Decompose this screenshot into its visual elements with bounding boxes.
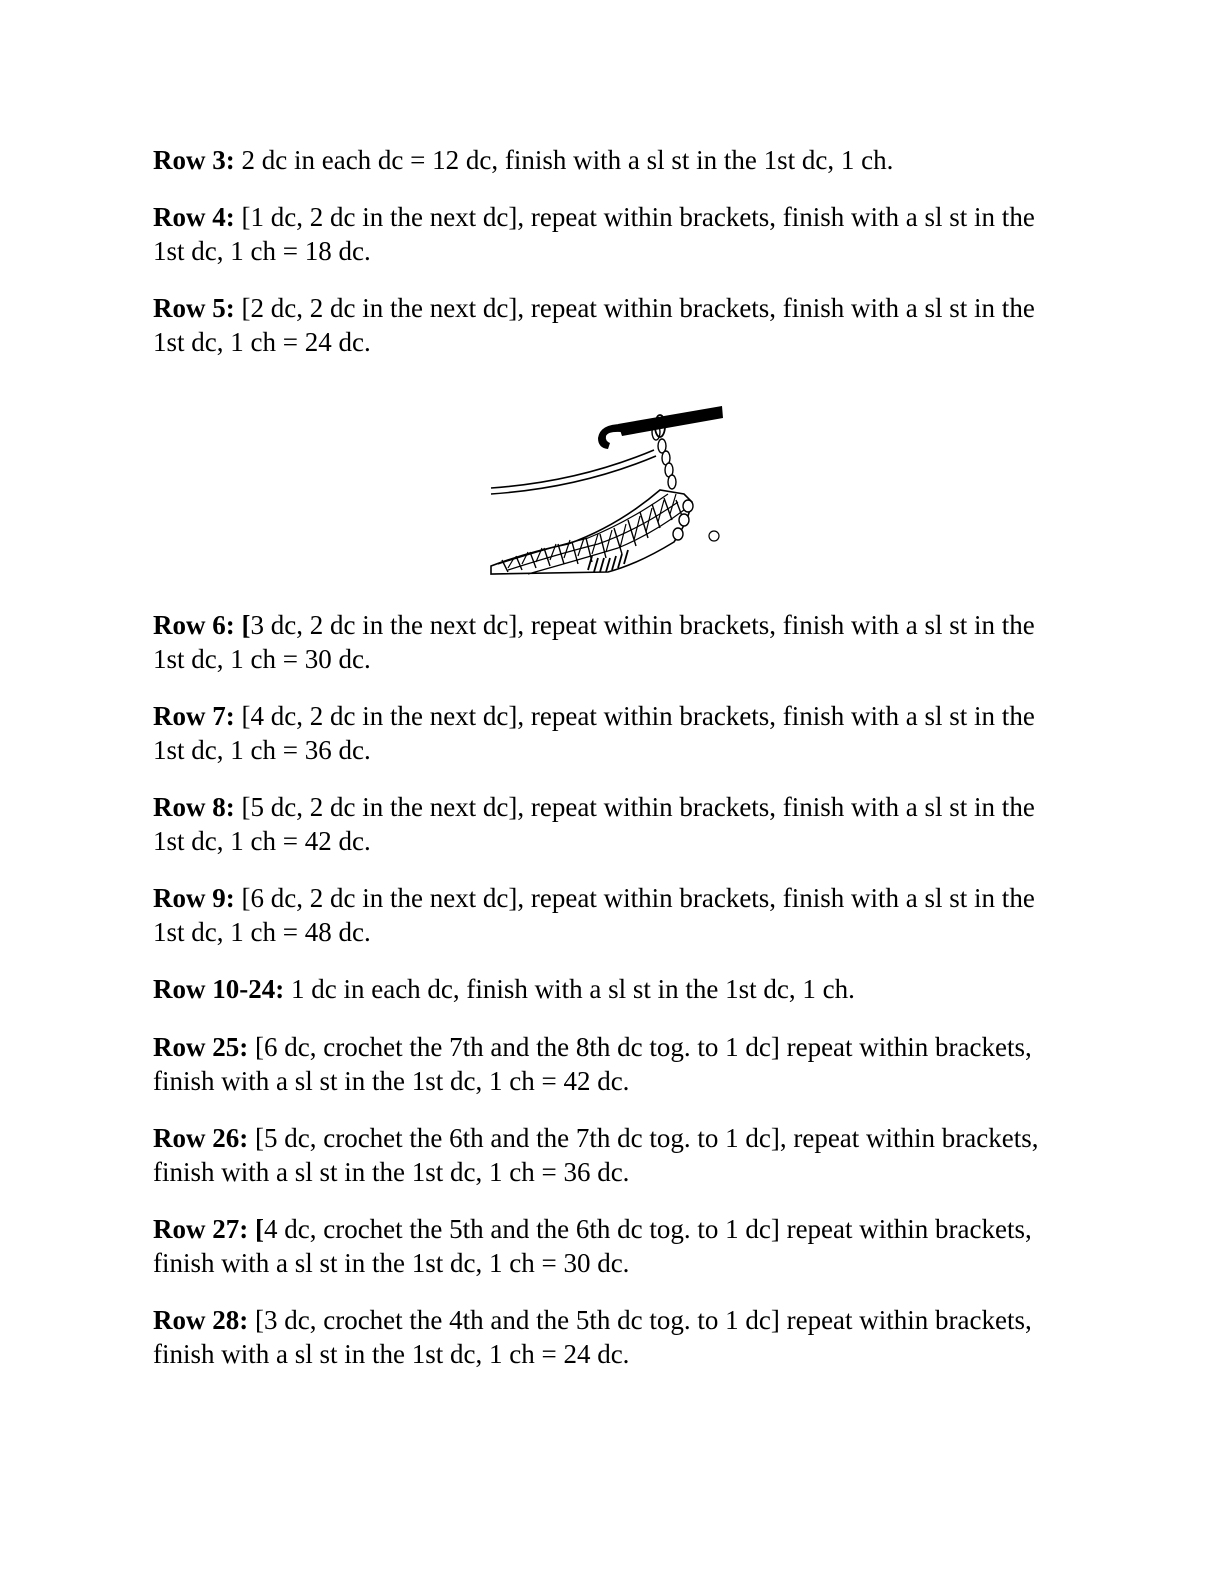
row-4-instruction [153, 200, 1073, 268]
crochet-hook-stitches-icon [488, 402, 728, 580]
row-label: Row 5: [153, 293, 235, 323]
row-7-instruction [153, 699, 1073, 767]
row-25-instruction [153, 1030, 1073, 1098]
row-text: 4 dc, crochet the 5th and the 6th dc tog. to 1 dc] repeat within brackets, finish with a sl st in the 1st dc, 1 ch = 30 dc. [153, 1214, 1032, 1278]
row-text: [5 dc, 2 dc in the next dc], repeat within brackets, finish with a sl st in the 1st dc, 1 ch = 42 dc. [153, 792, 1035, 856]
row-text: [2 dc, 2 dc in the next dc], repeat within brackets, finish with a sl st in the 1st dc, 1 ch = 24 dc. [153, 293, 1035, 357]
row-label: Row 10-24: [153, 974, 285, 1004]
row-label: Row 9: [153, 883, 235, 913]
row-6-instruction [153, 608, 1073, 676]
row-text: [5 dc, crochet the 6th and the 7th dc tog. to 1 dc], repeat within brackets, finish with a sl st in the 1st dc, 1 ch = 36 dc. [153, 1123, 1039, 1187]
row-8-instruction [153, 790, 1073, 858]
row-text: [6 dc, 2 dc in the next dc], repeat within brackets, finish with a sl st in the 1st dc, 1 ch = 48 dc. [153, 883, 1035, 947]
row-text: [4 dc, 2 dc in the next dc], repeat within brackets, finish with a sl st in the 1st dc, 1 ch = 36 dc. [153, 701, 1035, 765]
row-label: Row 3: [153, 145, 235, 175]
row-label: Row 7: [153, 701, 235, 731]
row-text: [1 dc, 2 dc in the next dc], repeat within brackets, finish with a sl st in the 1st dc, 1 ch = 18 dc. [153, 202, 1035, 266]
row-label: Row 4: [153, 202, 235, 232]
row-label: Row 26: [153, 1123, 249, 1153]
row-label: Row 28: [153, 1305, 249, 1335]
row-text: [6 dc, crochet the 7th and the 8th dc tog. to 1 dc] repeat within brackets, finish with a sl st in the 1st dc, 1 ch = 42 dc. [153, 1032, 1032, 1096]
row-text: [3 dc, crochet the 4th and the 5th dc tog. to 1 dc] repeat within brackets, finish with a sl st in the 1st dc, 1 ch = 24 dc. [153, 1305, 1032, 1369]
row-27-instruction [153, 1212, 1073, 1280]
row-26-instruction [153, 1121, 1073, 1189]
row-label: Row 25: [153, 1032, 249, 1062]
row-5-instruction [153, 291, 1073, 359]
row-label: Row 27: [ [153, 1214, 264, 1244]
row-label: Row 8: [153, 792, 235, 822]
row-9-instruction [153, 881, 1073, 949]
row-text: 1 dc in each dc, finish with a sl st in the 1st dc, 1 ch. [284, 974, 855, 1004]
row-text: 2 dc in each dc = 12 dc, finish with a sl st in the 1st dc, 1 ch. [234, 145, 894, 175]
row-text: 3 dc, 2 dc in the next dc], repeat within brackets, finish with a sl st in the 1st dc, 1 ch = 30 dc. [153, 610, 1035, 674]
row-28-instruction [153, 1303, 1073, 1371]
row-label: Row 6: [ [153, 610, 251, 640]
row-10-24-instruction [153, 972, 1073, 1006]
row-3-instruction [153, 143, 1073, 177]
